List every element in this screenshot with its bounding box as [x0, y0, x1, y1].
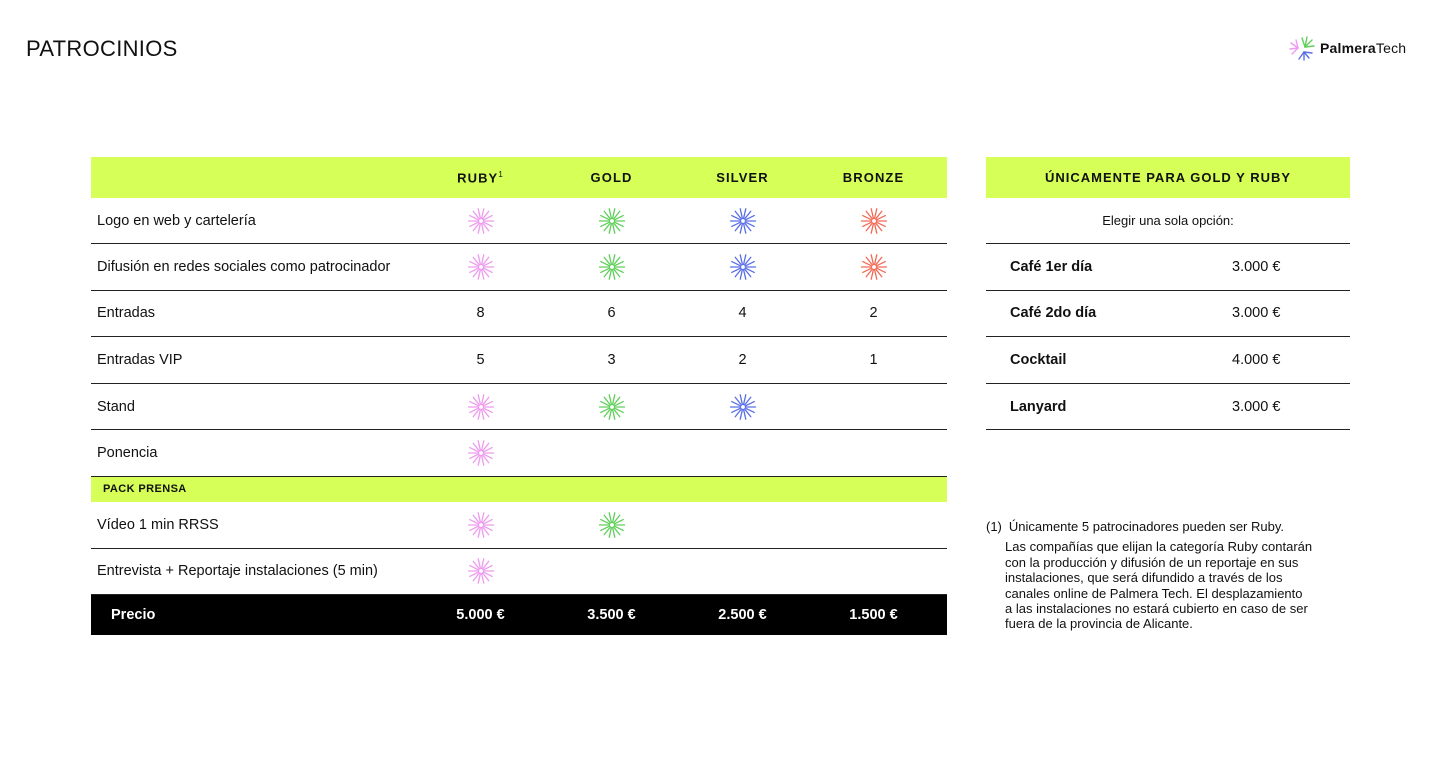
ruby-footnote-marker: 1	[498, 169, 504, 179]
footnote-line: canales online de Palmera Tech. El desplazamiento	[1005, 585, 1303, 601]
palm-burst-icon	[1288, 35, 1316, 61]
cell-silver	[677, 253, 808, 281]
cell-silver	[677, 207, 808, 235]
cell-bronze	[808, 207, 939, 235]
cell-gold: 3	[607, 351, 616, 368]
row-label: Entradas VIP	[97, 351, 183, 368]
extras-item-name: Café 2do día	[1010, 305, 1097, 322]
bronze-palm-burst-icon	[860, 253, 888, 281]
logo-text-bold: Palmera	[1320, 40, 1376, 56]
price-row	[91, 595, 947, 635]
extras-table	[986, 157, 1350, 430]
silver-palm-burst-icon	[729, 207, 757, 235]
page-title: PATROCINIOS	[26, 36, 178, 61]
cell-ruby	[415, 557, 546, 585]
ruby-palm-burst-icon	[467, 253, 495, 281]
footnote-line: a las instalaciones no estará cubierto en caso de ser	[1005, 601, 1308, 617]
ruby-footnote	[986, 519, 1336, 632]
cell-ruby: 8	[476, 305, 485, 322]
ruby-palm-burst-icon	[467, 439, 495, 467]
price-gold: 3.500 €	[587, 607, 636, 624]
extras-row	[986, 244, 1350, 291]
table-row	[91, 291, 947, 338]
extras-row	[986, 337, 1350, 384]
ruby-palm-burst-icon	[467, 393, 495, 421]
footnote-first-line	[986, 519, 1336, 534]
table-row	[91, 384, 947, 431]
extras-subtitle: Elegir una sola opción:	[986, 198, 1350, 244]
cell-ruby	[415, 253, 546, 281]
pack-prensa-row	[91, 477, 947, 502]
price-ruby: 5.000 €	[456, 607, 505, 624]
extras-row	[986, 291, 1350, 338]
table-header-row	[91, 157, 947, 198]
cell-silver: 2	[738, 351, 747, 368]
cell-ruby	[415, 439, 546, 467]
column-header-bronze: BRONZE	[842, 170, 905, 185]
ruby-palm-burst-icon	[467, 207, 495, 235]
extras-item-price: 3.000 €	[1232, 398, 1281, 415]
footnote-line: con la producción y difusión de un reportaje en sus	[1005, 554, 1299, 570]
column-header-gold: GOLD	[590, 170, 633, 185]
table-row	[91, 549, 947, 596]
row-label: Vídeo 1 min RRSS	[97, 516, 219, 533]
ruby-palm-burst-icon	[467, 511, 495, 539]
footnote-marker: (1)	[986, 519, 1002, 534]
cell-gold	[546, 253, 677, 281]
palmera-tech-logo	[1288, 35, 1406, 61]
footnote-body	[986, 539, 1336, 631]
gold-palm-burst-icon	[598, 393, 626, 421]
cell-silver	[677, 393, 808, 421]
extras-item-name: Lanyard	[1010, 398, 1067, 415]
logo-text	[1320, 40, 1406, 56]
cell-bronze	[808, 253, 939, 281]
column-header-ruby	[415, 170, 546, 185]
footnote-first-text: Únicamente 5 patrocinadores pueden ser Ruby.	[1008, 519, 1284, 534]
cell-gold: 6	[607, 305, 616, 322]
table-row	[91, 244, 947, 291]
logo-text-thin: Tech	[1375, 40, 1407, 56]
cell-gold	[546, 511, 677, 539]
footnote-line: fuera de la provincia de Alicante.	[1005, 616, 1193, 632]
bronze-palm-burst-icon	[860, 207, 888, 235]
price-label: Precio	[111, 607, 156, 624]
footnote-line: Las compañías que elijan la categoría Ruby contarán	[1005, 539, 1313, 555]
row-label: Entradas	[97, 305, 156, 322]
extras-item-name: Cocktail	[1010, 351, 1067, 368]
cell-ruby: 5	[476, 351, 485, 368]
extras-item-price: 3.000 €	[1232, 305, 1281, 322]
extras-row	[986, 384, 1350, 431]
row-label: Logo en web y cartelería	[97, 212, 256, 229]
cell-gold	[546, 207, 677, 235]
cell-bronze: 1	[869, 351, 878, 368]
cell-gold	[546, 393, 677, 421]
table-row	[91, 198, 947, 244]
table-row	[91, 502, 947, 549]
gold-palm-burst-icon	[598, 207, 626, 235]
extras-item-price: 3.000 €	[1232, 258, 1281, 275]
price-silver: 2.500 €	[718, 607, 767, 624]
table-row	[91, 337, 947, 384]
footnote-line: instalaciones, que será difundido a través de los	[1005, 570, 1283, 586]
row-label: Stand	[97, 398, 135, 415]
gold-palm-burst-icon	[598, 253, 626, 281]
column-header-silver: SILVER	[716, 170, 769, 185]
extras-item-price: 4.000 €	[1232, 351, 1281, 368]
row-label: Difusión en redes sociales como patrocinador	[97, 258, 391, 275]
silver-palm-burst-icon	[729, 253, 757, 281]
price-bronze: 1.500 €	[849, 607, 898, 624]
silver-palm-burst-icon	[729, 393, 757, 421]
row-label: Ponencia	[97, 445, 158, 462]
cell-ruby	[415, 207, 546, 235]
gold-palm-burst-icon	[598, 511, 626, 539]
cell-silver: 4	[738, 305, 747, 322]
cell-ruby	[415, 511, 546, 539]
column-header-ruby-label: RUBY	[457, 170, 499, 186]
sponsorship-table	[91, 157, 947, 635]
cell-bronze: 2	[869, 305, 878, 322]
cell-ruby	[415, 393, 546, 421]
extras-title: ÚNICAMENTE PARA GOLD Y RUBY	[986, 157, 1350, 198]
pack-prensa-label: PACK PRENSA	[103, 483, 187, 496]
row-label: Entrevista + Reportaje instalaciones (5 min)	[97, 563, 378, 580]
table-row	[91, 430, 947, 477]
ruby-palm-burst-icon	[467, 557, 495, 585]
extras-item-name: Café 1er día	[1010, 258, 1093, 275]
